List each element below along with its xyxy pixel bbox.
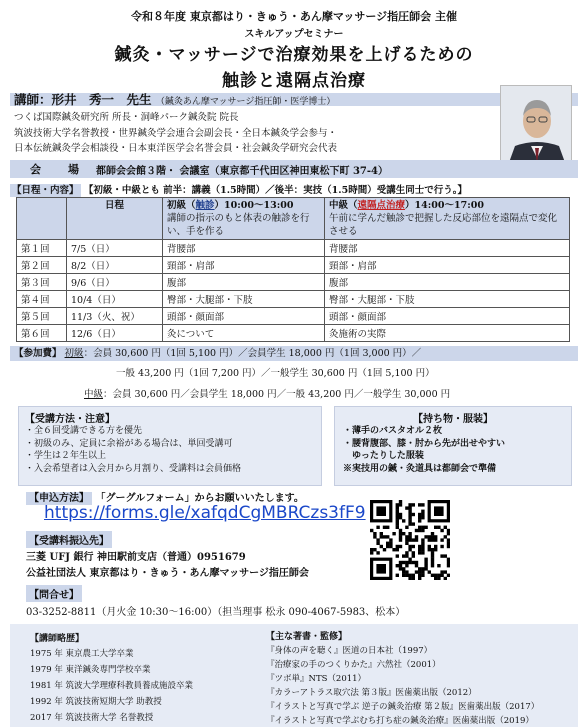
qr-module	[399, 545, 402, 548]
session-no: 第１回	[17, 240, 67, 257]
venue-label: 会 場	[30, 163, 87, 176]
qr-module	[402, 554, 405, 557]
items-line: ・腰背腹部、膝・肘から先が出せやすい	[343, 438, 506, 449]
payment-tag: 【受講料振込先】	[26, 531, 112, 548]
qr-module	[396, 574, 399, 577]
qr-module	[447, 538, 450, 541]
qr-module	[415, 561, 418, 564]
organizer-line: 令和８年度 東京都はり・きゅう・あん摩マッサージ指圧師会 主催	[131, 10, 457, 23]
qr-module	[399, 561, 402, 564]
qr-module	[399, 503, 402, 506]
qr-module	[399, 535, 402, 538]
qr-module	[447, 564, 450, 567]
qr-module	[399, 532, 402, 535]
session-no: 第５回	[17, 308, 67, 325]
qr-module	[440, 574, 443, 577]
bio-entry: 2017 年 筑波技術大学 名誉教授	[30, 713, 154, 723]
book-entry: 『イラストと写真で学ぶ 逆子の鍼灸治療 第２版』医歯薬出版（2017）	[266, 702, 540, 712]
qr-module	[389, 545, 392, 548]
session-pm: 背腰部	[325, 240, 570, 257]
qr-module	[418, 519, 421, 522]
qr-module	[396, 554, 399, 557]
schedule-header-row	[17, 198, 570, 240]
qr-module	[428, 545, 431, 548]
qr-module	[447, 558, 450, 561]
qr-module	[396, 564, 399, 567]
qr-module	[421, 545, 424, 548]
qr-module	[440, 529, 443, 532]
qr-module	[408, 516, 411, 519]
qr-module	[396, 522, 399, 525]
qr-module	[418, 570, 421, 573]
qr-module	[396, 545, 399, 548]
lecturer-affiliation: つくば国際鍼灸研究所 所長・洞峰パーク鍼灸院 院長	[14, 112, 239, 123]
qr-module	[418, 574, 421, 577]
session-pm: 頭部・顔面部	[325, 308, 570, 325]
qr-module	[415, 564, 418, 567]
table-row	[17, 325, 570, 342]
session-am: 背腰部	[163, 240, 325, 257]
qr-module	[418, 503, 421, 506]
pm-title-suffix: ）14:00～17:00	[405, 200, 484, 211]
qr-module	[447, 561, 450, 564]
items-box	[334, 406, 572, 486]
method-title: 【受講方法・注意】	[25, 414, 115, 425]
qr-module	[408, 519, 411, 522]
qr-module	[396, 548, 399, 551]
qr-module	[402, 561, 405, 564]
session-no: 第３回	[17, 274, 67, 291]
qr-module	[434, 574, 437, 577]
qr-module	[440, 570, 443, 573]
qr-module	[386, 545, 389, 548]
qr-module	[440, 545, 443, 548]
contact-tag: 【問合せ】	[26, 585, 82, 602]
qr-module	[370, 551, 373, 554]
qr-module	[428, 538, 431, 541]
qr-module	[408, 510, 411, 513]
qr-module	[434, 535, 437, 538]
payment-account-name: 公益社団法人 東京都はり・きゅう・あん摩マッサージ指圧師会	[26, 568, 309, 579]
qr-module	[408, 535, 411, 538]
qr-module	[412, 513, 415, 516]
qr-module	[405, 538, 408, 541]
qr-module	[412, 522, 415, 525]
qr-module	[418, 529, 421, 532]
qr-module	[437, 526, 440, 529]
qr-module	[392, 548, 395, 551]
qr-module	[408, 506, 411, 509]
qr-module	[376, 526, 379, 529]
qr-module	[412, 554, 415, 557]
bio-title: 【講師略歴】	[30, 634, 85, 644]
fee-tag: 【参加費】	[14, 348, 62, 359]
qr-module	[434, 577, 437, 580]
pm-description: 午前に学んだ触診で把握した反応部位を遠隔点で変化させる	[329, 213, 558, 237]
qr-module	[408, 532, 411, 535]
qr-module	[428, 535, 431, 538]
qr-module	[392, 532, 395, 535]
header-date-cell: 日程	[67, 198, 163, 240]
qr-module	[428, 548, 431, 551]
schedule-heading	[10, 182, 578, 196]
qr-module	[421, 548, 424, 551]
qr-module	[418, 577, 421, 580]
qr-module	[434, 526, 437, 529]
qr-module	[431, 551, 434, 554]
qr-module	[431, 532, 434, 535]
lecturer-photo	[500, 85, 572, 167]
qr-module	[389, 542, 392, 545]
am-title-emph: 触診	[195, 200, 215, 211]
header-am-cell	[163, 198, 325, 240]
items-title: 【持ち物・服装】	[413, 414, 493, 425]
session-pm: 頸部・肩部	[325, 257, 570, 274]
qr-module	[380, 532, 383, 535]
qr-code[interactable]	[370, 500, 450, 580]
qr-module	[444, 570, 447, 573]
qr-module	[415, 535, 418, 538]
qr-module	[415, 570, 418, 573]
qr-module	[421, 513, 424, 516]
book-entry: 『身体の声を聴く』医道の日本社（1997）	[266, 646, 433, 656]
table-row	[17, 257, 570, 274]
session-am: 灸について	[163, 325, 325, 342]
qr-module	[396, 516, 399, 519]
qr-module	[431, 554, 434, 557]
qr-module	[447, 542, 450, 545]
qr-module	[434, 548, 437, 551]
qr-module	[399, 538, 402, 541]
qr-module	[370, 548, 373, 551]
book-entry: 『イラストと写真で学ぶむち打ち症の鍼灸治療』医歯薬出版（2019）	[266, 716, 534, 726]
schedule-table	[16, 197, 570, 342]
qr-module	[418, 567, 421, 570]
qr-module	[424, 561, 427, 564]
qr-module	[408, 538, 411, 541]
qr-module	[405, 554, 408, 557]
fee-beginner-member: ：会員 30,600 円（1回 5,100 円）／会員学生 18,000 円（1回 3,000 円）／	[83, 348, 422, 359]
qr-module	[444, 535, 447, 538]
qr-module	[399, 513, 402, 516]
qr-module	[383, 535, 386, 538]
venue-text: 都師会会館３階・ 会議室（東京都千代田区神田東松下町 37-4）	[96, 166, 388, 177]
pm-title-prefix: 中級（	[329, 200, 358, 211]
bio-entry: 1975 年 東京農工大学卒業	[30, 649, 134, 659]
qr-module	[412, 538, 415, 541]
books-title: 【主な著書・監修】	[266, 632, 348, 642]
qr-module	[405, 526, 408, 529]
am-title-prefix: 初級（	[167, 200, 196, 211]
apply-form-link[interactable]: https://forms.gle/xafqdCgMBRCzs3fF9	[44, 503, 366, 523]
qr-module	[428, 570, 431, 573]
qr-module	[383, 526, 386, 529]
qr-module	[447, 574, 450, 577]
am-title-suffix: ）10:00～13:00	[214, 200, 294, 211]
page-title-line1: 鍼灸・マッサージで治療効果を上げるための	[114, 45, 474, 65]
qr-module	[412, 551, 415, 554]
qr-module	[376, 551, 379, 554]
qr-module	[424, 564, 427, 567]
fee-line-2: 一般 43,200 円（1回 7,200 円）／一般学生 30,600 円（1回 5,100 円）	[116, 368, 435, 379]
qr-module	[399, 529, 402, 532]
qr-module	[424, 526, 427, 529]
bio-entry: 1981 年 筑波大学理療科教員養成施設卒業	[30, 681, 194, 691]
qr-module	[418, 513, 421, 516]
bio-entry: 1992 年 筑波技術短期大学 助教授	[30, 697, 162, 707]
qr-module	[373, 548, 376, 551]
method-line: ・全６回受講できる方を優先	[25, 426, 143, 436]
session-pm: 腹部	[325, 274, 570, 291]
pm-title-emph: 遠隔点治療	[357, 200, 406, 211]
qr-module	[405, 574, 408, 577]
qr-module	[421, 538, 424, 541]
qr-module	[421, 526, 424, 529]
book-entry: 『治療家の手のつくりかた』六然社（2001）	[266, 660, 441, 670]
qr-module	[434, 538, 437, 541]
qr-module	[440, 538, 443, 541]
qr-module	[418, 551, 421, 554]
apply-text: 「グーグルフォーム」からお願いいたします。	[95, 493, 304, 504]
qr-finder-inner	[376, 564, 386, 574]
qr-module	[424, 535, 427, 538]
qr-module	[386, 542, 389, 545]
qr-module	[396, 506, 399, 509]
qr-module	[380, 545, 383, 548]
qr-module	[424, 567, 427, 570]
qr-finder-inner	[434, 506, 444, 516]
qr-module	[402, 570, 405, 573]
lecturer-name	[14, 93, 335, 109]
qr-module	[408, 577, 411, 580]
session-am: 頭部・顔面部	[163, 308, 325, 325]
qr-module	[421, 570, 424, 573]
qr-module	[447, 532, 450, 535]
items-line: ゆったりした服装	[343, 451, 424, 461]
qr-module	[402, 574, 405, 577]
book-entry: 『ツボ単』NTS（2011）	[266, 674, 367, 684]
fee-level-beginner: 初級	[64, 348, 84, 359]
book-entry: 『カラーアトラス取穴法 第３版』医歯薬出版（2012）	[266, 688, 477, 698]
qr-module	[418, 548, 421, 551]
qr-module	[444, 577, 447, 580]
qr-module	[373, 535, 376, 538]
schedule-note: 【初級・中級とも 前半：講義（1.5時間）／後半：実技（1.5時間）受講生同士で行う。】	[83, 185, 467, 196]
qr-module	[447, 545, 450, 548]
qr-module	[405, 564, 408, 567]
qr-module	[421, 551, 424, 554]
qr-module	[408, 513, 411, 516]
qr-module	[373, 532, 376, 535]
header-no-cell	[17, 198, 67, 240]
fee-line-1	[14, 347, 421, 361]
qr-module	[396, 526, 399, 529]
qr-module	[405, 542, 408, 545]
qr-module	[405, 561, 408, 564]
qr-module	[405, 570, 408, 573]
header-pm-cell	[325, 198, 570, 240]
qr-module	[440, 554, 443, 557]
qr-module	[405, 506, 408, 509]
session-date: 11/3（火、祝）	[67, 308, 163, 325]
qr-module	[421, 503, 424, 506]
table-row	[17, 291, 570, 308]
qr-module	[380, 535, 383, 538]
payment-bank: 三菱 UFJ 銀行 神田駅前支店（普通）0951679	[26, 552, 246, 563]
qr-module	[434, 545, 437, 548]
series-line: スキルアップセミナー	[244, 29, 344, 40]
apply-heading	[26, 489, 304, 504]
qr-module	[431, 561, 434, 564]
fee-line-3	[84, 388, 450, 402]
qr-module	[408, 545, 411, 548]
qr-module	[389, 538, 392, 541]
qr-module	[370, 529, 373, 532]
session-am: 頸部・肩部	[163, 257, 325, 274]
schedule-tag: 【日程・内容】	[12, 185, 79, 196]
qr-module	[405, 551, 408, 554]
session-date: 12/6（日）	[67, 325, 163, 342]
lecturer-title-1: 筑波技術大学名誉教授・世界鍼灸学会連合会副会長・全日本鍼灸学会参与・	[14, 128, 338, 139]
qr-module	[444, 526, 447, 529]
contact-text: 03-3252-8811（月火金 10:30～16:00）（担当理事 松永 090-4067-5983、松本）	[26, 607, 406, 618]
lecturer-title-2: 日本伝統鍼灸学会相談役・日本東洋医学会名誉会員・社会鍼灸学研究会代表	[14, 143, 338, 154]
am-description: 講師の指示のもと体表の触診を行い、手を作る	[167, 213, 310, 237]
qr-module	[437, 574, 440, 577]
qr-module	[408, 561, 411, 564]
qr-module	[421, 529, 424, 532]
qr-module	[386, 526, 389, 529]
session-date: 10/4（日）	[67, 291, 163, 308]
qr-module	[415, 538, 418, 541]
table-row	[17, 240, 570, 257]
session-pm: 灸施術の実際	[325, 325, 570, 342]
session-am: 臀部・大腿部・下肢	[163, 291, 325, 308]
qr-module	[402, 519, 405, 522]
qr-module	[408, 574, 411, 577]
session-no: 第２回	[17, 257, 67, 274]
qr-module	[418, 526, 421, 529]
qr-module	[383, 548, 386, 551]
qr-finder-inner	[376, 506, 386, 516]
qr-module	[386, 535, 389, 538]
bio-entry: 1979 年 東洋鍼灸専門学校卒業	[30, 665, 151, 675]
qr-module	[418, 516, 421, 519]
qr-module	[431, 564, 434, 567]
qr-module	[408, 503, 411, 506]
lecturer-label: 講師：形井 秀一 先生	[14, 92, 152, 107]
qr-module	[431, 558, 434, 561]
qr-module	[412, 574, 415, 577]
qr-module	[405, 535, 408, 538]
fee-level-intermediate: 中級	[84, 389, 104, 400]
qr-module	[437, 564, 440, 567]
qr-module	[412, 561, 415, 564]
qr-module	[421, 516, 424, 519]
page-title-line2: 触診と遠隔点治療	[222, 71, 366, 91]
qr-module	[399, 516, 402, 519]
qr-module	[402, 567, 405, 570]
session-date: 9/6（日）	[67, 274, 163, 291]
method-line: ・学生は２年生以上	[25, 451, 107, 461]
lecturer-credential: （鍼灸あん摩マッサージ指圧師・医学博士）	[155, 97, 336, 107]
method-line: ・入会希望者は入会月から月割り、受講料は会員価格	[25, 463, 242, 474]
qr-module	[402, 532, 405, 535]
qr-module	[396, 510, 399, 513]
session-pm: 臀部・大腿部・下肢	[325, 291, 570, 308]
qr-module	[412, 545, 415, 548]
apply-tag: 【申込方法】	[26, 492, 92, 505]
items-line: ・薄手のバスタオル２枚	[343, 426, 443, 436]
items-line: ※実技用の鍼・灸道具は都師会で準備	[343, 463, 497, 474]
qr-module	[431, 574, 434, 577]
session-no: 第６回	[17, 325, 67, 342]
qr-module	[408, 558, 411, 561]
qr-module	[421, 510, 424, 513]
qr-module	[421, 574, 424, 577]
qr-module	[447, 529, 450, 532]
session-date: 7/5（日）	[67, 240, 163, 257]
qr-module	[437, 577, 440, 580]
qr-module	[408, 522, 411, 525]
qr-module	[408, 548, 411, 551]
qr-module	[431, 535, 434, 538]
table-row	[17, 274, 570, 291]
method-line: ・初級のみ、定員に余裕がある場合は、単回受講可	[25, 438, 233, 449]
method-box	[18, 406, 322, 486]
qr-module	[399, 564, 402, 567]
qr-module	[424, 558, 427, 561]
qr-module	[418, 545, 421, 548]
qr-module	[431, 548, 434, 551]
qr-module	[415, 529, 418, 532]
session-date: 8/2（日）	[67, 257, 163, 274]
qr-module	[444, 554, 447, 557]
session-am: 腹部	[163, 274, 325, 291]
qr-module	[421, 567, 424, 570]
qr-module	[376, 538, 379, 541]
qr-module	[396, 513, 399, 516]
qr-module	[421, 542, 424, 545]
qr-module	[396, 503, 399, 506]
qr-module	[399, 500, 402, 503]
qr-module	[399, 567, 402, 570]
table-row	[17, 308, 570, 325]
qr-module	[376, 542, 379, 545]
qr-module	[412, 503, 415, 506]
qr-module	[431, 538, 434, 541]
session-no: 第４回	[17, 291, 67, 308]
qr-module	[412, 577, 415, 580]
qr-module	[396, 519, 399, 522]
fee-intermediate-detail: ：会員 30,600 円／会員学生 18,000 円／一般 43,200 円／一般学生 30,000 円	[103, 389, 451, 400]
